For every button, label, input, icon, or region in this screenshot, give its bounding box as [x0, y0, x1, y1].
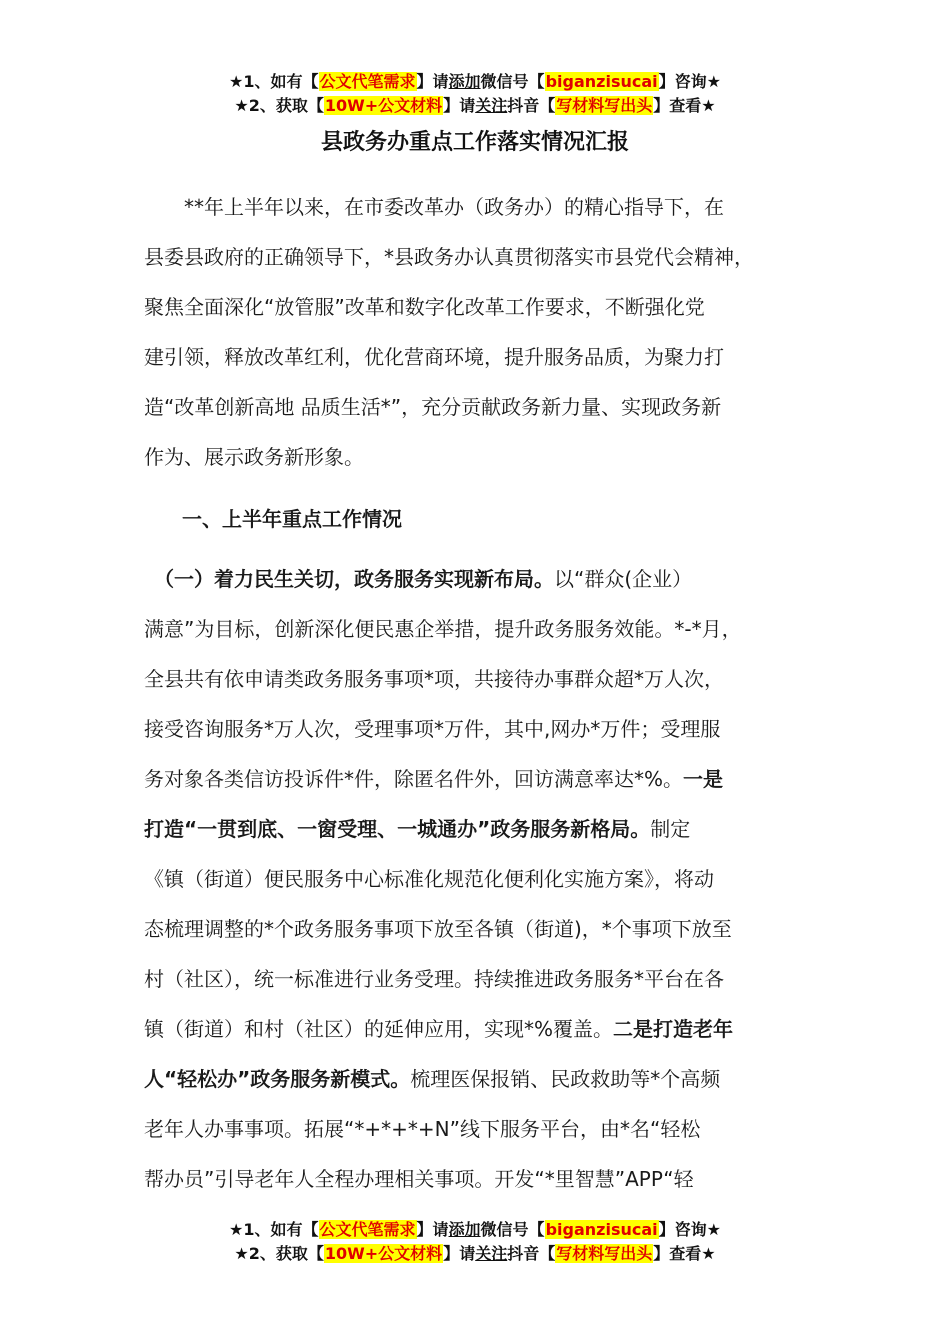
- inline-text: 制定: [650, 817, 691, 841]
- promo-wechat-id: biganzisucai: [545, 1220, 658, 1239]
- inline-bold: 二是打造老年: [613, 1017, 734, 1041]
- promo-text: 】请: [416, 72, 449, 91]
- promo-underline: 添加: [448, 72, 481, 91]
- promo-text: 】请: [443, 1244, 476, 1263]
- inline-text: 务对象各类信访投诉件*件，除匿名件外，回访满意率达*%。: [144, 767, 684, 791]
- promo-line-2: [0, 94, 950, 118]
- intro-paragraph: [144, 182, 844, 482]
- paragraph-line: 全县共有依申请类政务服务事项*项，共接待办事群众超*万人次，: [144, 667, 724, 691]
- promo-text: 抖音【: [507, 96, 556, 115]
- paragraph-line: [144, 1054, 844, 1104]
- inline-text: 以“群众(企业）: [554, 567, 693, 591]
- section-paragraph: [144, 554, 844, 1204]
- paragraph-line: 《镇（街道）便民服务中心标准化规范化便利化实施方案》，将动: [144, 867, 714, 891]
- paragraph-line: 造“改革创新高地 品质生活*”，充分贡献政务新力量、实现政务新: [144, 395, 722, 419]
- promo-text: 】咨询★: [658, 72, 721, 91]
- promo-text: ★2、获取【: [234, 96, 324, 115]
- promo-highlight: 10W+公文材料: [324, 96, 443, 115]
- header-promo-banner: [0, 70, 950, 118]
- paragraph-line: 态梳理调整的*个政务服务事项下放至各镇（街道)，*个事项下放至: [144, 917, 732, 941]
- promo-text: ★1、如有【: [229, 1220, 319, 1239]
- promo-underline: 添加: [448, 1220, 481, 1239]
- promo-text: 】咨询★: [658, 1220, 721, 1239]
- promo-line-1: [0, 70, 950, 94]
- promo-douyin-id: 写材料写出头: [556, 1244, 653, 1263]
- paragraph-line: 聚焦全面深化“放管服”改革和数字化改革工作要求，不断强化党: [144, 295, 705, 319]
- promo-text: 】请: [416, 1220, 449, 1239]
- inline-bold: 打造“一贯到底、一窗受理、一城通办”政务服务新格局。: [144, 817, 651, 841]
- section-heading: 一、上半年重点工作情况: [182, 507, 402, 531]
- promo-text: 】查看★: [653, 1244, 716, 1263]
- promo-text: ★1、如有【: [229, 72, 319, 91]
- promo-text: 】查看★: [653, 96, 716, 115]
- promo-text: 】请: [443, 96, 476, 115]
- promo-line-1: [0, 1218, 950, 1242]
- paragraph-line: 接受咨询服务*万人次，受理事项*万件，其中,网办*万件；受理服: [144, 717, 721, 741]
- promo-douyin-id: 写材料写出头: [556, 96, 653, 115]
- promo-text: 微信号【: [480, 72, 545, 91]
- paragraph-line: 帮办员”引导老年人全程办理相关事项。开发“*里智慧”APP“轻: [144, 1167, 694, 1191]
- inline-text: 镇（街道）和村（社区）的延伸应用，实现*%覆盖。: [144, 1017, 614, 1041]
- paragraph-line: [144, 1004, 844, 1054]
- promo-highlight: 10W+公文材料: [324, 1244, 443, 1263]
- subheading-bold: （一）着力民生关切，政务服务实现新布局。: [144, 567, 554, 591]
- promo-line-2: [0, 1242, 950, 1266]
- paragraph-line: [144, 804, 844, 854]
- promo-underline: 关注: [475, 1244, 508, 1263]
- paragraph-line: 老年人办事事项。拓展“*+*+*+N”线下服务平台，由*名“轻松: [144, 1117, 701, 1141]
- paragraph-line: **年上半年以来，在市委改革办（政务办）的精心指导下，在: [144, 195, 724, 219]
- promo-underline: 关注: [475, 96, 508, 115]
- paragraph-line: 村（社区），统一标准进行业务受理。持续推进政务服务*平台在各: [144, 967, 724, 991]
- footer-promo-banner: [0, 1218, 950, 1266]
- paragraph-line: 建引领，释放改革红利，优化营商环境，提升服务品质，为聚力打: [144, 345, 724, 369]
- document-title: 县政务办重点工作落实情况汇报: [320, 130, 629, 155]
- paragraph-line: 县委县政府的正确领导下，*县政务办认真贯彻落实市县党代会精神，: [144, 245, 754, 269]
- inline-bold: 一是: [683, 767, 724, 791]
- paragraph-line: [144, 754, 844, 804]
- paragraph-line: [144, 554, 844, 604]
- promo-text: ★2、获取【: [234, 1244, 324, 1263]
- promo-highlight: 公文代笔需求: [319, 1220, 416, 1239]
- inline-bold: 人“轻松办”政务服务新模式。: [144, 1067, 411, 1091]
- promo-wechat-id: biganzisucai: [545, 72, 658, 91]
- inline-text: 梳理医保报销、民政救助等*个高频: [410, 1067, 721, 1091]
- promo-highlight: 公文代笔需求: [319, 72, 416, 91]
- promo-text: 抖音【: [507, 1244, 556, 1263]
- promo-text: 微信号【: [480, 1220, 545, 1239]
- paragraph-line: 满意”为目标，创新深化便民惠企举措，提升政务服务效能。*-*月，: [144, 617, 742, 641]
- paragraph-line: 作为、展示政务新形象。: [144, 445, 364, 469]
